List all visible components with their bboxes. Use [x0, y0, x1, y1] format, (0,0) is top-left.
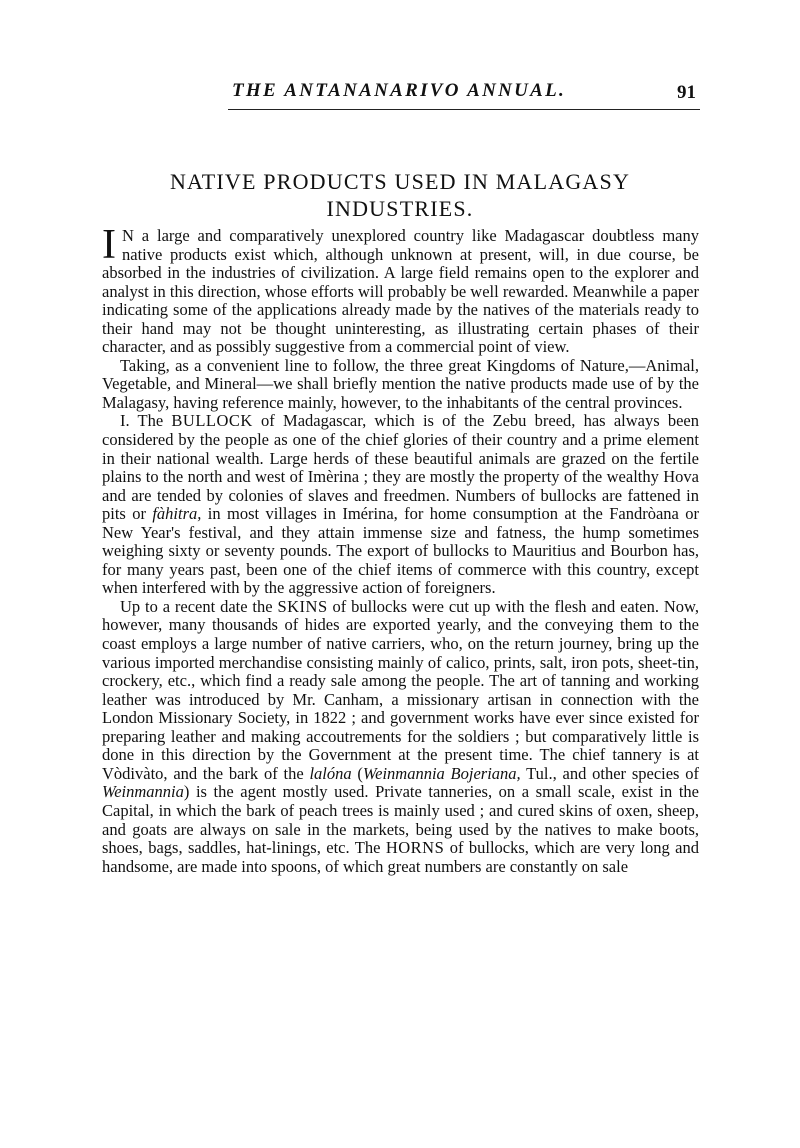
term-weinmannia: Weinmannia [102, 782, 184, 802]
paragraph-3-text-b: of Madagascar, which is of the Zebu breed, has always been considered by the people as one of the chief glories of their country and a prime element in their national wealth. Large herds of these beautiful animals are grazed on the fertile plains to the north and west of Imèrina ; they are mostly the property of the wealthy Hova and are tended by colonies of slaves and freedmen. Numbers of bullocks are fattened in pits or [102, 411, 699, 524]
paragraph-4-text-e: ) is the agent mostly used. Private tanneries, on a small scale, exist in the Capital, in which the bark of peach trees is mainly used ; and cured skins of oxen, sheep, and goats are always on sale in the markets, being used by the natives to make boots, shoes, bags, saddles, hat-linings, etc. The [102, 782, 699, 858]
paragraph-4-text-d: Tul., and other species of [520, 763, 700, 783]
running-header [100, 80, 700, 108]
paragraph-2: Taking, as a convenient line to follow, the three great Kingdoms of Nature,—Animal, Vegetable, and Mineral—we shall briefly mention the native products made use of by the Malagasy, having reference mainly, however, to the inhabitants of the central provinces. [102, 355, 699, 412]
paragraph-4 [102, 598, 699, 876]
paragraph-4-text-a: Up to a recent date the [120, 596, 278, 616]
term-weinmannia-bojeriana: Weinmannia Bojeriana, [362, 763, 521, 783]
running-title: THE ANTANANARIVO ANNUAL. [232, 80, 567, 101]
term-fahitra: fàhitra, [152, 504, 202, 524]
term-bullock: BULLOCK [171, 411, 253, 431]
article-title [100, 168, 700, 222]
term-horns: HORNS [385, 838, 445, 858]
paragraph-4-text-f: of bullocks, which are very long and handsome, are made into spoons, of which great numbers are constantly on sale [102, 838, 699, 876]
paragraph-3 [102, 412, 699, 597]
term-skins: SKINS [277, 596, 328, 616]
term-lalona: lalóna [309, 763, 352, 783]
paragraph-1 [102, 222, 699, 357]
article-title-line-2: INDUSTRIES. [326, 196, 474, 221]
paragraph-3-text-c: in most villages in Imérina, for home consumption at the Fandròana or New Year's festival, and they attain immense size and fatness, the hump sometimes weighing sixty or seventy pounds. The export of bullocks to Mauritius and Bourbon has, for many years past, been one of the chief items of commerce with this country, except when interfered with by the aggressive action of foreigners. [102, 504, 699, 598]
paragraph-3-text-a: I. The [120, 411, 172, 431]
drop-cap: I [102, 222, 116, 268]
page-number: 91 [677, 82, 696, 103]
paragraph-1-text: N a large and comparatively unexplored country like Madagascar doubtless many native products exist which, although unknown at present, will, in due course, be absorbed in the industries of civilization. A large field remains open to the explorer and analyst in this direction, whose efforts will probably be well rewarded. Meanwhile a paper indicating some of the applications already made by the natives of the materials ready to their hand may not be thought uninteresting, as illustrating certain phases of their character, and as possibly suggestive from a commercial point of view. [102, 226, 699, 357]
article-body [102, 222, 700, 876]
article-title-line-1: NATIVE PRODUCTS USED IN MALAGASY [169, 169, 631, 194]
paragraph-4-text-c: ( [351, 763, 363, 783]
header-rule [228, 109, 700, 110]
paragraph-4-text-b: of bullocks were cut up with the flesh and eaten. Now, however, many thousands of hides are exported yearly, and the conveying them to the coast employs a large number of native carriers, who, on the return journey, bring up the various imported merchandise consisting mainly of calico, prints, salt, iron pots, sheet-tin, crockery, etc., which find a ready sale among the people. The art of tanning and working leather was introduced by Mr. Canham, a missionary artisan in connection with the London Missionary Society, in 1822 ; and government works have ever since existed for preparing leather and making accoutrements for the soldiers ; but comparatively little is done in this direction by the Government at the present time. The chief tannery is at Vòdivàto, and the bark of the [102, 596, 700, 783]
